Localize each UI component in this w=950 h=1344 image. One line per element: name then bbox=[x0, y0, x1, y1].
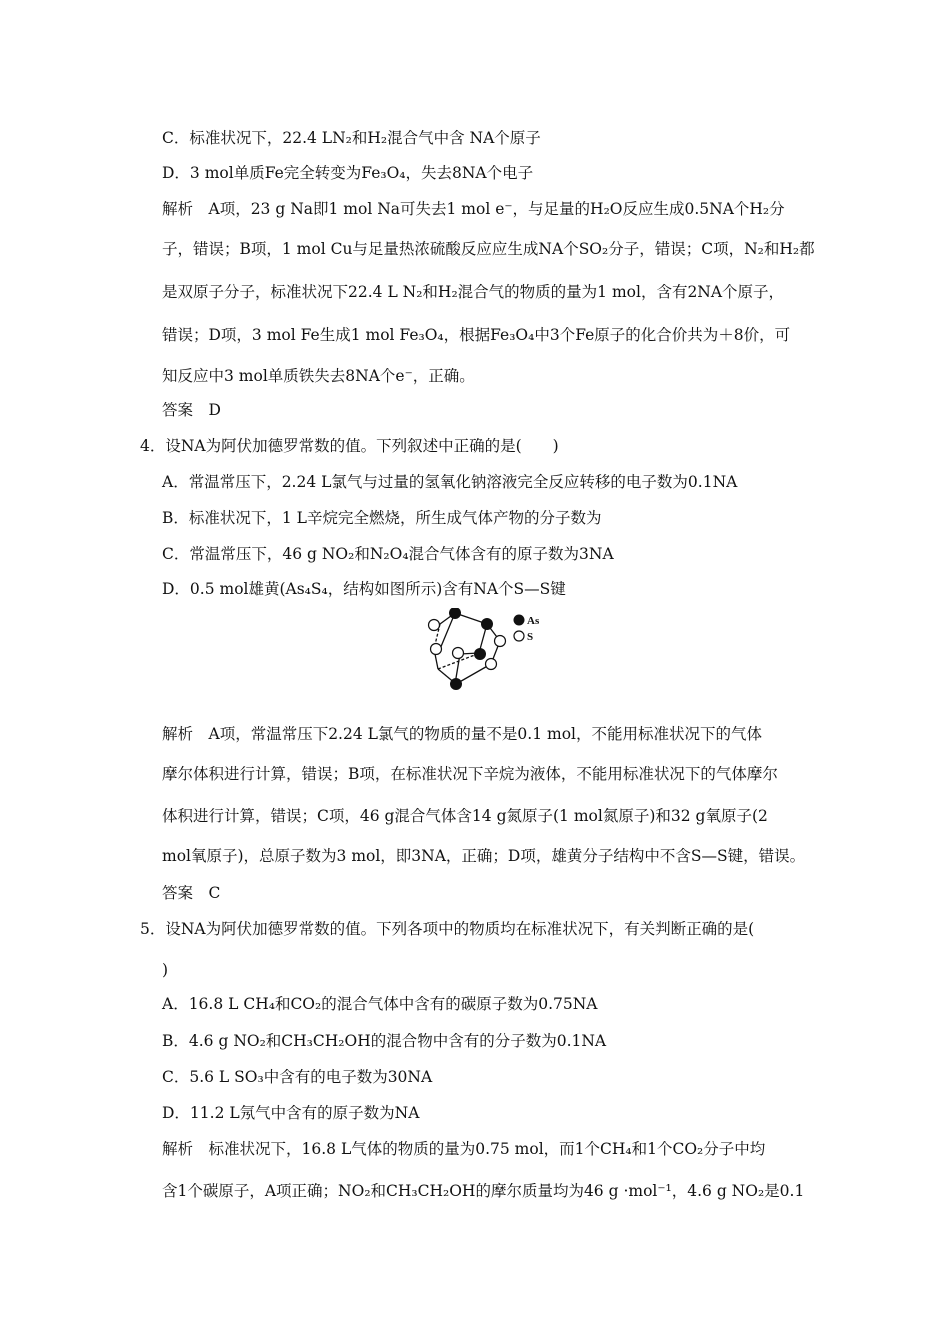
answer-q3: 答案 D bbox=[162, 401, 221, 419]
s-atom bbox=[495, 636, 506, 647]
option-a-q5: A．16.8 L CH₄和CO₂的混合气体中含有的碳原子数为0.75NA bbox=[162, 995, 598, 1013]
explanation-line: 含1个碳原子，A项正确；NO₂和CH₃CH₂OH的摩尔质量均为46 g ·mol⁻¹，4.6 g NO₂是0.1 bbox=[162, 1182, 805, 1200]
question-5-cont: ) bbox=[162, 961, 169, 979]
legend-as-marker bbox=[514, 615, 525, 626]
as4s4-structure-figure bbox=[420, 608, 550, 696]
s-atom bbox=[486, 659, 497, 670]
as-atom bbox=[474, 648, 486, 660]
option-d-q4: D．0.5 mol雄黄(As₄S₄，结构如图所示)含有NA个S—S键 bbox=[162, 580, 566, 598]
option-d-q3: D．3 mol单质Fe完全转变为Fe₃O₄，失去8NA个电子 bbox=[162, 164, 534, 182]
option-c-q3: C．标准状况下，22.4 LN₂和H₂混合气中含 NA个原子 bbox=[162, 129, 541, 147]
s-atom bbox=[429, 620, 440, 631]
legend-as-label: As bbox=[527, 615, 540, 627]
as-atom bbox=[450, 678, 462, 690]
explanation-line: 解析 A项，常温常压下2.24 L氯气的物质的量不是0.1 mol，不能用标准状况下的气体 bbox=[162, 725, 762, 743]
explanation-line: mol氧原子)，总原子数为3 mol，即3NA，正确；D项，雄黄分子结构中不含S—S键，错误。 bbox=[162, 847, 806, 865]
explanation-line: 体积进行计算，错误；C项，46 g混合气体含14 g氮原子(1 mol氮原子)和32 g氧原子(2 bbox=[162, 807, 768, 825]
explanation-line: 子，错误；B项，1 mol Cu与足量热浓硫酸反应应生成NA个SO₂分子，错误；C项，N₂和H₂都 bbox=[162, 240, 815, 258]
option-b-q4: B．标准状况下，1 L辛烷完全燃烧，所生成气体产物的分子数为 bbox=[162, 509, 602, 527]
explanation-line: 解析 标准状况下，16.8 L气体的物质的量为0.75 mol，而1个CH₄和1个CO₂分子中均 bbox=[162, 1140, 766, 1158]
s-atom bbox=[453, 648, 464, 659]
explanation-line: 解析 A项，23 g Na即1 mol Na可失去1 mol e⁻，与足量的H₂O反应生成0.5NA个H₂分 bbox=[162, 200, 785, 218]
s-atom bbox=[431, 644, 442, 655]
answer-q4: 答案 C bbox=[162, 884, 221, 902]
legend-s-label: S bbox=[527, 631, 534, 643]
option-d-q5: D．11.2 L氖气中含有的原子数为NA bbox=[162, 1104, 420, 1122]
option-a-q4: A．常温常压下，2.24 L氯气与过量的氢氧化钠溶液完全反应转移的电子数为0.1NA bbox=[162, 473, 738, 491]
option-c-q4: C．常温常压下，46 g NO₂和N₂O₄混合气体含有的原子数为3NA bbox=[162, 545, 614, 563]
explanation-line: 知反应中3 mol单质铁失去8NA个e⁻，正确。 bbox=[162, 367, 475, 385]
question-5: 5．设NA为阿伏加德罗常数的值。下列各项中的物质均在标准状况下，有关判断正确的是( bbox=[140, 920, 755, 938]
explanation-line: 摩尔体积进行计算，错误；B项，在标准状况下辛烷为液体，不能用标准状况下的气体摩尔 bbox=[162, 765, 778, 783]
option-b-q5: B．4.6 g NO₂和CH₃CH₂OH的混合物中含有的分子数为0.1NA bbox=[162, 1032, 607, 1050]
legend-s-marker bbox=[514, 631, 524, 641]
explanation-line: 错误；D项，3 mol Fe生成1 mol Fe₃O₄，根据Fe₃O₄中3个Fe原子的化合价共为＋8价，可 bbox=[162, 326, 791, 344]
explanation-line: 是双原子分子，标准状况下22.4 L N₂和H₂混合气的物质的量为1 mol，含有2NA个原子， bbox=[162, 283, 785, 301]
option-c-q5: C．5.6 L SO₃中含有的电子数为30NA bbox=[162, 1068, 433, 1086]
as-atom bbox=[481, 618, 493, 630]
question-4: 4．设NA为阿伏加德罗常数的值。下列叙述中正确的是( ) bbox=[140, 437, 559, 455]
as-atom bbox=[449, 608, 461, 619]
